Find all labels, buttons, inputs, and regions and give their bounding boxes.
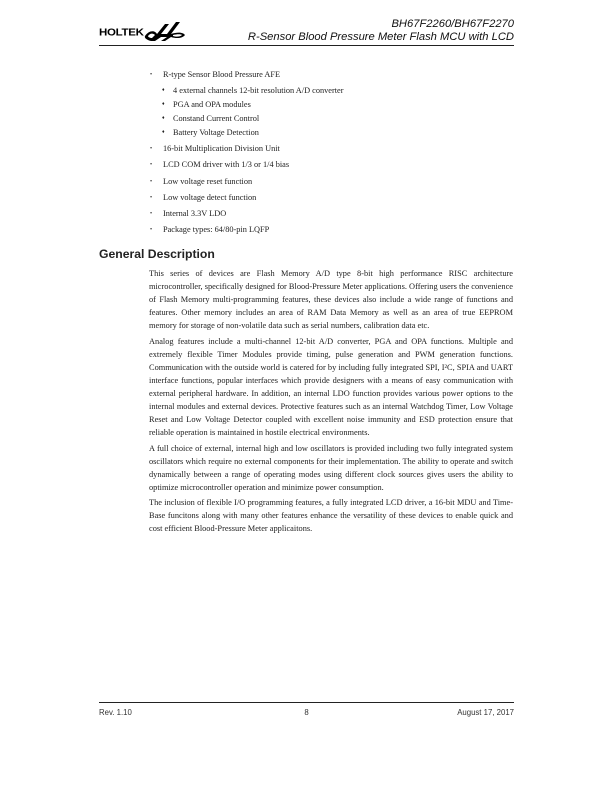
- publication-date: August 17, 2017: [457, 708, 514, 717]
- feature-item: • 16-bit Multiplication Division Unit: [150, 142, 520, 156]
- feature-item: • Package types: 64/80-pin LQFP: [150, 223, 520, 237]
- section-title-general-description: General Description: [99, 247, 215, 261]
- revision-label: Rev. 1.10: [99, 708, 132, 717]
- page-header: [99, 14, 514, 44]
- holtek-logo-mark-icon: [143, 20, 187, 42]
- feature-item: • LCD COM driver with 1/3 or 1/4 bias: [150, 158, 520, 172]
- general-description-body: [149, 267, 513, 538]
- page-number: 8: [304, 708, 309, 717]
- feature-item: • Low voltage reset function: [150, 175, 520, 189]
- description-paragraph: A full choice of external, internal high and low oscillators is provided including two fully integrated system oscillators which require no external components for their implementation. The ability to operate and switch dynamically between a range of operating modes using different clock sources gives users the ability to optimize microcontroller operation and minimize power consumption.: [149, 443, 513, 492]
- logo-text: HOLTEK: [99, 28, 144, 39]
- feature-label: • R-type Sensor Blood Pressure AFE: [150, 68, 520, 82]
- document-title: [248, 18, 514, 43]
- part-numbers: BH67F2260/BH67F2270: [391, 18, 514, 30]
- sub-feature-item: ♦ PGA and OPA modules: [150, 98, 520, 112]
- description-paragraph: Analog features include a multi-channel 12-bit A/D converter, PGA and OPA functions. Multiple and extremely flexible Timer Modules provide timing, pulse generation and PWM generation functions. Communication with the outside world is catered for by including fully integrated SPI, I²C, SPIA and UART interface functions, popular interfaces which provide designers with a means of easy communication with external peripheral hardware. In addition, an internal LDO function provides various power options to the internal modules and external devices. Protective features such as an internal Watchdog Timer, Low Voltage Reset and Low Voltage Detector coupled with excellent noise immunity and ESD protection ensure that reliable operation is maintained in hostile electrical environments.: [149, 336, 513, 438]
- features-list: [150, 68, 520, 239]
- description-paragraph: This series of devices are Flash Memory A/D type 8-bit high performance RISC architecture microcontroller, specifically designed for Blood-Pressure Meter applications. Offering users the convenience of Flash Memory multi-programming features, these devices also include a wide range of functions and features. Other memory includes an area of RAM Data Memory as well as an area of true EEPROM memory for storage of non-volatile data such as serial numbers, calibration data etc.: [149, 269, 513, 331]
- sub-feature-item: ♦ Constand Current Control: [150, 112, 520, 126]
- description-paragraph: The inclusion of flexible I/O programming features, a fully integrated LCD driver, a 16-bit MDU and Time-Base funcitons along with many other features enhance the versatility of these devices to enable quick and cost efficient Blood-Pressure Meter applicaitons.: [149, 498, 513, 534]
- feature-item: [150, 68, 520, 140]
- feature-item: • Low voltage detect function: [150, 191, 520, 205]
- feature-item: • Internal 3.3V LDO: [150, 207, 520, 221]
- document-subtitle: R-Sensor Blood Pressure Meter Flash MCU with LCD: [247, 30, 514, 43]
- footer-divider: [99, 702, 514, 703]
- sub-feature-item: ♦ Battery Voltage Detection: [150, 126, 520, 140]
- holtek-logo: [99, 20, 189, 42]
- header-divider: [99, 45, 514, 46]
- sub-feature-item: ♦ 4 external channels 12-bit resolution A/D converter: [150, 84, 520, 98]
